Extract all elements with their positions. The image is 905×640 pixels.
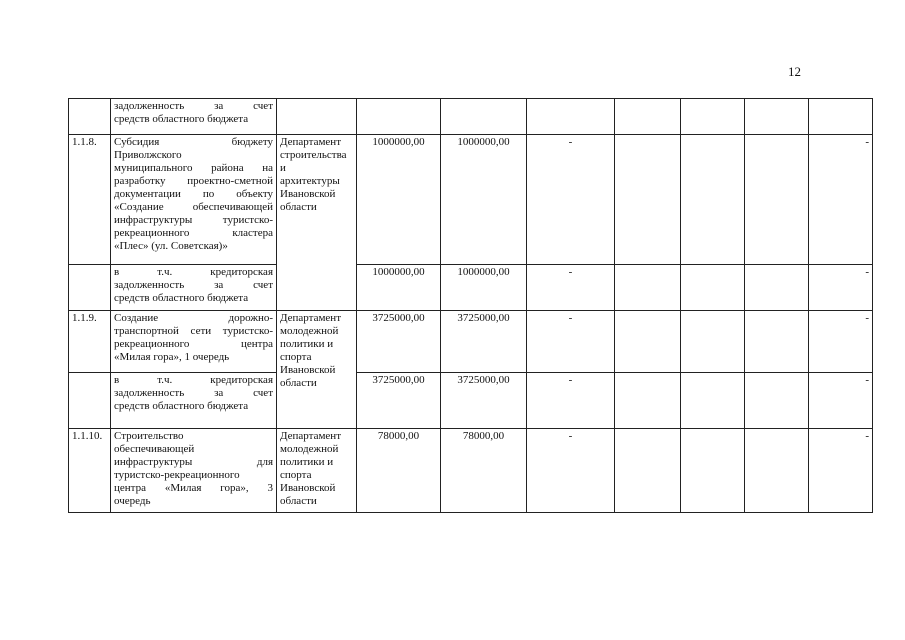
text-line: транспортной сети туристско- (114, 325, 273, 337)
department (277, 311, 357, 429)
text-line: задолженность за счет (114, 279, 273, 291)
amount-col7 (681, 265, 745, 311)
amount-total: 78000,00 (357, 429, 441, 513)
text-line: Строительство (114, 430, 184, 442)
text-line: средств областного бюджета (114, 292, 249, 304)
text-line: молодежной (280, 325, 339, 337)
text-line: области (280, 201, 317, 213)
table-row (69, 265, 873, 311)
amount-col8 (745, 373, 809, 429)
item-number: 1.1.9. (69, 311, 111, 373)
item-description (111, 373, 277, 429)
amount-col9: - (809, 311, 873, 373)
text-line: Субсидия бюджету (114, 136, 273, 148)
page-number: 12 (788, 64, 801, 79)
amount-col8 (745, 265, 809, 311)
amount-col7 (681, 429, 745, 513)
amount-col5: - (527, 265, 615, 311)
amount-col8 (745, 429, 809, 513)
text-line: рекреационного центра (114, 338, 273, 350)
amount-regional: 3725000,00 (441, 373, 527, 429)
text-line: Ивановской (280, 482, 336, 494)
text-line: документации по объекту (114, 188, 273, 200)
department (277, 429, 357, 513)
amount-col7 (681, 135, 745, 265)
amount-col6 (615, 135, 681, 265)
text-line: Департамент (280, 430, 342, 442)
amount-col6 (615, 429, 681, 513)
text-line: Ивановской (280, 364, 336, 376)
text-line: области (280, 377, 317, 389)
text-line: «Милая гора», 1 очередь (114, 351, 230, 363)
text-line: молодежной (280, 443, 339, 455)
text-line: политики и (280, 338, 334, 350)
amount-col8 (745, 311, 809, 373)
item-description (111, 265, 277, 311)
text-line: в т.ч. кредиторская (114, 266, 273, 278)
table-row (69, 99, 873, 135)
amount-regional (441, 99, 527, 135)
amount-col5: - (527, 373, 615, 429)
text-line: задолженность за счет (114, 387, 273, 399)
item-description (111, 429, 277, 513)
text-line: Приволжского (114, 149, 182, 161)
text-line: «Создание обеспечивающей (114, 201, 273, 213)
text-line: архитектуры (280, 175, 340, 187)
text-line: спорта (280, 469, 312, 481)
amount-col9: - (809, 265, 873, 311)
table-row (69, 311, 873, 373)
text-line: инфраструктуры туристско- (114, 214, 273, 226)
item-description (111, 311, 277, 373)
table-row (69, 373, 873, 429)
text-line: Департамент (280, 136, 342, 148)
department (277, 99, 357, 135)
table-row (69, 135, 873, 265)
amount-col8 (745, 135, 809, 265)
item-number: 1.1.8. (69, 135, 111, 265)
amount-total: 3725000,00 (357, 373, 441, 429)
amount-col8 (745, 99, 809, 135)
text-line: строительства (280, 149, 347, 161)
text-line: «Плес» (ул. Советская)» (114, 240, 228, 252)
item-description (111, 135, 277, 265)
amount-col9: - (809, 429, 873, 513)
text-line: в т.ч. кредиторская (114, 374, 273, 386)
amount-col7 (681, 311, 745, 373)
amount-total: 1000000,00 (357, 135, 441, 265)
amount-col9: - (809, 135, 873, 265)
text-line: средств областного бюджета (114, 113, 249, 125)
item-number (69, 99, 111, 135)
amount-regional: 1000000,00 (441, 265, 527, 311)
text-line: средств областного бюджета (114, 400, 249, 412)
department (277, 135, 357, 311)
text-line: задолженность за счет (114, 100, 273, 112)
amount-total: 3725000,00 (357, 311, 441, 373)
amount-total: 1000000,00 (357, 265, 441, 311)
text-line: Департамент (280, 312, 342, 324)
text-line: муниципального района на (114, 162, 273, 174)
text-line: центра «Милая гора», 3 (114, 482, 273, 494)
item-number: 1.1.10. (69, 429, 111, 513)
text-line: рекреационного кластера (114, 227, 273, 239)
text-line: туристско-рекреационного (114, 469, 240, 481)
amount-regional: 78000,00 (441, 429, 527, 513)
amount-col5: - (527, 429, 615, 513)
text-line: очередь (114, 495, 151, 507)
amount-col9 (809, 99, 873, 135)
text-line: разработку проектно-сметной (114, 175, 273, 187)
amount-col7 (681, 99, 745, 135)
amount-col6 (615, 99, 681, 135)
amount-col6 (615, 311, 681, 373)
item-number (69, 265, 111, 311)
amount-col5: - (527, 135, 615, 265)
text-line: спорта (280, 351, 312, 363)
amount-col5: - (527, 311, 615, 373)
text-line: и (280, 162, 286, 174)
amount-regional: 3725000,00 (441, 311, 527, 373)
amount-col6 (615, 265, 681, 311)
text-line: обеспечивающей (114, 443, 195, 455)
table-row (69, 429, 873, 513)
amount-regional: 1000000,00 (441, 135, 527, 265)
text-line: области (280, 495, 317, 507)
amount-col9: - (809, 373, 873, 429)
amount-total (357, 99, 441, 135)
text-line: Ивановской (280, 188, 336, 200)
text-line: Создание дорожно- (114, 312, 273, 324)
text-line: инфраструктуры для (114, 456, 273, 468)
amount-col6 (615, 373, 681, 429)
text-line: политики и (280, 456, 334, 468)
amount-col5 (527, 99, 615, 135)
item-number (69, 373, 111, 429)
item-description (111, 99, 277, 135)
amount-col7 (681, 373, 745, 429)
budget-table (68, 98, 873, 513)
